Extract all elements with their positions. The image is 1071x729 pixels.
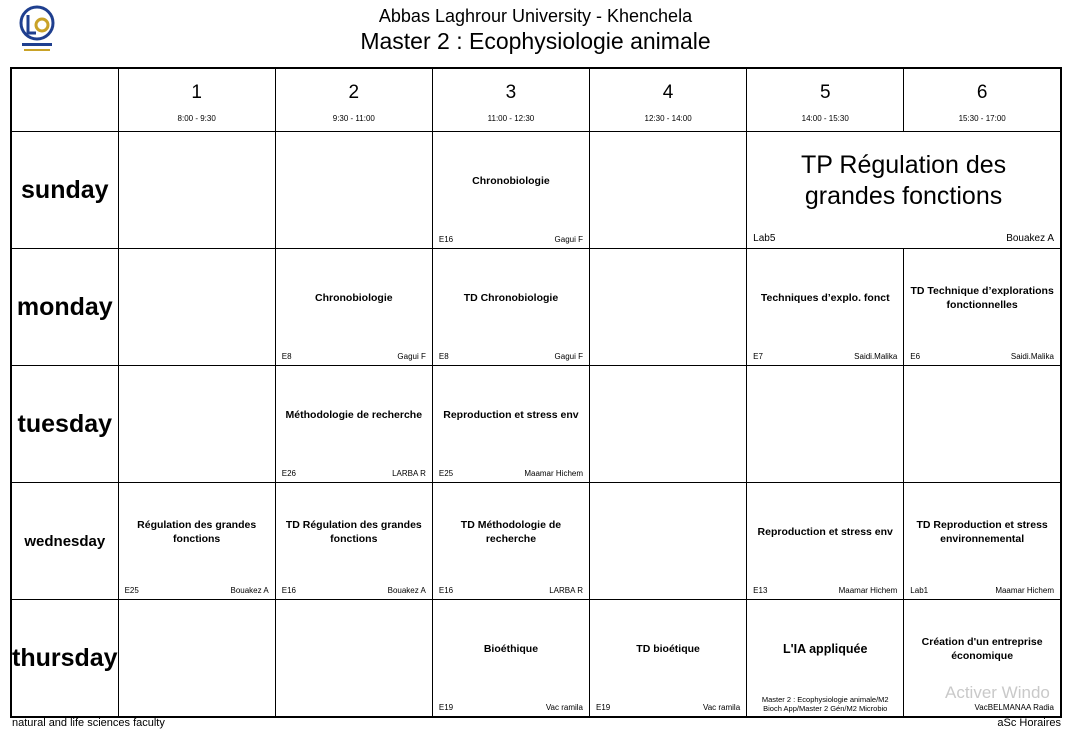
course-cell (432, 600, 589, 717)
day-label: tuesday (17, 409, 113, 438)
empty-slot (904, 366, 1061, 483)
course-title: TD Chronobiologie (463, 292, 559, 305)
corner-cell (11, 68, 118, 132)
course-cell (904, 249, 1061, 366)
empty-slot (590, 366, 747, 483)
course-room: E25 (438, 469, 454, 479)
empty-slot (275, 600, 432, 717)
course-room: Lab5 (753, 233, 776, 245)
course-title: Création d'un entreprise économique (921, 636, 1043, 663)
course-groups-line: Bioch App/Master 2 Gén/M2 Microbio (763, 704, 888, 713)
day-row-tuesday (11, 366, 1061, 483)
course-teacher: Bouakez A (1006, 233, 1054, 245)
course-teacher: Bouakez A (230, 586, 269, 596)
day-label: sunday (21, 175, 109, 204)
course-title: TD Reproduction et stress environnemental (916, 519, 1048, 546)
period-number: 2 (348, 81, 360, 103)
timetable (10, 67, 1062, 718)
period-header (747, 68, 904, 132)
course-room: E13 (753, 586, 768, 596)
empty-slot (590, 132, 747, 249)
course-cell (275, 249, 432, 366)
course-cell (432, 366, 589, 483)
day-row-sunday (11, 132, 1061, 249)
course-teacher: Maamar Hichem (995, 586, 1054, 596)
empty-slot (118, 366, 275, 483)
course-cell (747, 132, 1061, 249)
empty-slot (118, 249, 275, 366)
period-header (432, 68, 589, 132)
course-title: TD Régulation des grandes fonctions (285, 519, 422, 546)
course-title: TD Méthodologie de recherche (460, 519, 562, 546)
course-groups-line: Master 2 : Ecophysiologie animale/M2 (761, 695, 889, 704)
course-title: TD bioétique (636, 643, 700, 656)
course-room: E6 (910, 352, 921, 362)
activation-watermark: Activer Windo (945, 683, 1050, 702)
course-title: Reproduction et stress env (443, 409, 579, 422)
course-room: E26 (281, 469, 296, 479)
course-cell (432, 132, 589, 249)
period-time: 12:30 - 14:00 (644, 113, 692, 123)
periods-header-row (11, 68, 1061, 132)
program-title: Master 2 : Ecophysiologie animale (360, 28, 711, 54)
course-cell (747, 249, 904, 366)
course-teacher: Gagui F (554, 352, 584, 362)
footer-software: aSc Horaires (997, 717, 1061, 729)
period-time: 8:00 - 9:30 (177, 113, 216, 123)
course-teacher: Vac ramila (702, 703, 741, 712)
course-room: E25 (124, 586, 139, 596)
day-label-cell (11, 132, 118, 249)
course-teacher: Saidi.Malika (854, 352, 898, 362)
course-title: L'IA appliquée (782, 642, 868, 657)
course-title: Chronobiologie (315, 292, 393, 305)
course-cell (432, 483, 589, 600)
course-title: Reproduction et stress env (757, 526, 893, 539)
course-cell (432, 249, 589, 366)
period-number: 4 (662, 81, 674, 103)
period-number: 5 (819, 81, 831, 103)
course-room: E19 (438, 703, 454, 712)
day-label-cell (11, 483, 118, 600)
period-header (275, 68, 432, 132)
day-label: wednesday (24, 532, 106, 550)
footer-faculty: natural and life sciences faculty (12, 717, 165, 729)
period-number: 6 (976, 81, 988, 103)
course-cell (275, 366, 432, 483)
period-header (904, 68, 1061, 132)
period-number: 3 (505, 81, 517, 103)
course-room: E8 (438, 352, 449, 362)
period-number: 1 (191, 81, 202, 103)
course-title: TD Technique d’explorations fonctionnelles (910, 285, 1054, 312)
course-cell (747, 600, 904, 717)
course-teacher: Maamar Hichem (524, 469, 584, 479)
empty-slot (118, 132, 275, 249)
empty-slot (118, 600, 275, 717)
course-teacher: LARBA R (392, 469, 426, 479)
university-name: Abbas Laghrour University - Khenchela (378, 6, 693, 26)
empty-slot (590, 249, 747, 366)
course-cell (904, 483, 1061, 600)
course-cell (590, 600, 747, 717)
course-room: E16 (438, 235, 454, 245)
period-time: 14:00 - 15:30 (801, 113, 849, 123)
course-teacher: Gagui F (554, 235, 584, 245)
course-cell (747, 483, 904, 600)
period-header (118, 68, 275, 132)
course-teacher: Gagui F (397, 352, 426, 362)
course-room: E16 (281, 586, 296, 596)
course-teacher: Saidi.Malika (1010, 352, 1054, 362)
course-title: Méthodologie de recherche (285, 409, 423, 422)
empty-slot (590, 483, 747, 600)
course-room: E8 (281, 352, 292, 362)
day-row-wednesday (11, 483, 1061, 600)
course-title: Régulation des grandes fonctions (137, 519, 257, 546)
period-time: 9:30 - 11:00 (332, 113, 375, 123)
empty-slot (747, 366, 904, 483)
course-title: Techniques d’explo. fonct (760, 292, 890, 305)
day-label-cell (11, 249, 118, 366)
day-label-cell (11, 600, 118, 717)
day-row-monday (11, 249, 1061, 366)
period-header (590, 68, 747, 132)
course-teacher: Vac ramila (545, 703, 584, 712)
period-time: 11:00 - 12:30 (487, 113, 535, 123)
day-label: thursday (12, 643, 118, 672)
course-title: Chronobiologie (472, 175, 550, 188)
course-teacher: LARBA R (549, 586, 584, 596)
course-room: E19 (596, 703, 611, 712)
day-label-cell (11, 366, 118, 483)
course-title: Bioéthique (483, 643, 539, 656)
course-room: Lab1 (910, 586, 929, 596)
course-room: E7 (753, 352, 763, 362)
period-time: 15:30 - 17:00 (958, 113, 1006, 123)
course-cell (275, 483, 432, 600)
course-teacher: Bouakez A (387, 586, 426, 596)
course-title: TP Régulation des grandes fonctions (800, 151, 1007, 211)
course-cell (118, 483, 275, 600)
course-groups (747, 695, 903, 713)
course-teacher: Maamar Hichem (838, 586, 898, 596)
course-room: E16 (438, 586, 454, 596)
day-label: monday (16, 292, 113, 321)
day-row-thursday (11, 600, 1061, 717)
empty-slot (275, 132, 432, 249)
course-teacher: VacBELMANAA Radia (974, 703, 1054, 712)
